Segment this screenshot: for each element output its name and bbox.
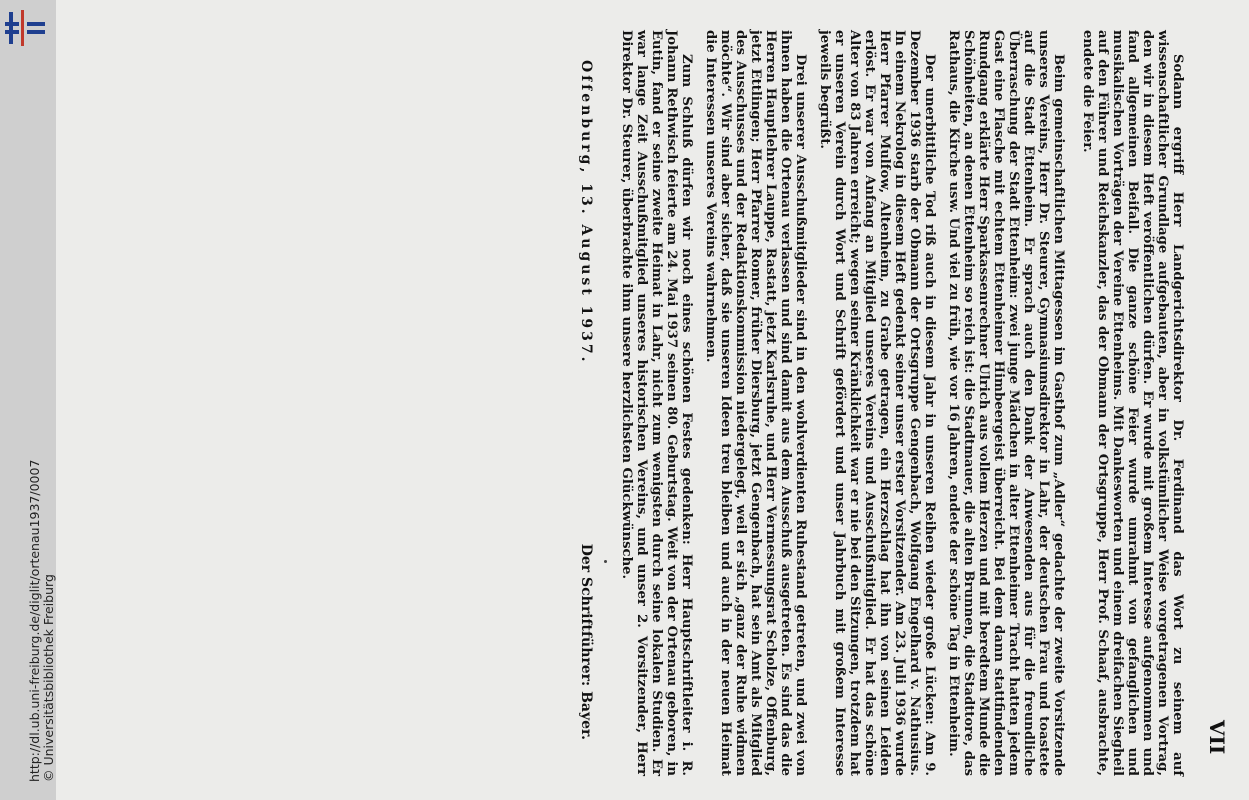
paragraph: Zum Schluß dürfen wir noch eines schönen Festes gedenken: Herr Hauptschriftleiter i. R. Johann Rethwisch feierte am 24. Mai 1937 seinen 80. Geburtstag. Weit von der Ortenau geboren, in Eutin, fand er seine zweite Heimat in Lahr, nicht zum wenigsten durch seine lokalen Studien. Er war lange Zeit Ausschußmitglied unseres historischen Vereins, und unser 2. Vorsitzender, Herr Direktor Dr. Steurer, überbrachte ihm unsere herzlichsten Glückwünsche. bbox=[619, 30, 694, 776]
source-url[interactable]: http://dl.ub.uni-freiburg.de/diglit/ortenau1937/0007 bbox=[27, 459, 42, 782]
page-content-rotated bbox=[56, 0, 1249, 800]
ink-dot bbox=[604, 560, 607, 563]
viewer-caption bbox=[28, 0, 56, 800]
paragraph: Beim gemeinschaftlichen Mittagessen im Gasthof zum „Adler“ gedachte der zweite Vorsitzende unseres Vereins, Herr Dr. Steurer, Gymnasiumsdirektor in Lahr, der deutschen Frau und toastete auf die Stadt Ettenheim. Er sprach auch den Dank der Anwesenden aus für die freundliche Überraschung der Stadt Ettenheim: zwei junge Mädchen in alter Ettenheimer Tracht hatten jedem Gast eine Flasche mit echtem Ettenheimer Himbeergeist überreicht. Bei dem dann stattfindenden Rundgang erklärte Herr Sparkassenrechner Ulrich aus vollem Herzen und mit beredtem Munde die Schönheiten, an denen Ettenheim so reich ist: die Stadtmauer, die alten Brunnen, die Stadttore, das Rathaus, die Kirche usw. Und viel zu früh, wie vor 16 Jahren, endete der schöne Tag in Ettenheim. bbox=[946, 30, 1066, 776]
signature-author: Der Schriftführer: Bayer. bbox=[578, 543, 594, 740]
signature-place-date: Offenburg, 13. August 1937. bbox=[578, 60, 594, 365]
page-body bbox=[610, 30, 1185, 776]
viewer-sidebar bbox=[0, 0, 56, 800]
copyright-notice: © Universitätsbibliothek Freiburg bbox=[41, 574, 56, 782]
page-number: VII bbox=[1205, 720, 1229, 755]
paragraph: Sodann ergriff Herr Landgerichtsdirektor Dr. Ferdinand das Wort zu seinem auf wissenschaftlicher Grundlage aufgebauten, aber in volkstümlicher Weise vorgetragenen Vortrag, den wir in diesem Heft veröffentlichen dürfen. Er wurde mit großem Interesse aufgenommen und fand allgemeinen Beifall. Die ganze schöne Feier wurde umrahmt von gefanglichen und musikalischen Vorträgen der Vereine Ettenheims. Mit Dankesworten und einem dreifachen Siegheil auf den Führer und Reichskanzler, das der Obmann der Ortsgruppe, Herr Prof. Schaaf, ausbrachte, endete die Feier. bbox=[1080, 30, 1185, 776]
scanned-page bbox=[56, 0, 1249, 800]
paragraph: Drei unserer Ausschußmitglieder sind in den wohlverdienten Ruhestand getreten, und zwei von ihnen haben die Ortenau verlassen und sind damit aus dem Ausschuß ausgetreten. Es sind das die Herren Hauptlehrer Lauppe, Rastatt, jetzt Karlsruhe, und Herr Vermessungsrat Scholze, Offenburg, jetzt Ettlingen; Herr Pfarrer Romer, früher Diersburg, jetzt Gengenbach, hat sein Amt als Mitglied des Ausschusses und der Redaktionskommission niedergelegt, weil er sich „ganz der Ruhe widmen möchte“. Wir sind aber sicher, daß sie unseren Ideen treu bleiben und auch in der neuen Heimat die Interessen unseres Vereins wahrnehmen. bbox=[703, 30, 808, 776]
paragraph: Der unerbittliche Tod riß auch in diesem Jahr in unseren Reihen wieder große Lücken: Am 9. Dezember 1936 starb der Obmann der Ortsgruppe Gengenbach, Wolfgang Engelhard v. Nathusius. In einem Nekrolog in diesem Heft gedenkt seiner unser erster Vorsitzender. Am 23. Juli 1936 wurde Herr Pfarrer Mulfow, Altenheim, zu Grabe getragen, ein Herzschlag hat ihn von seinen Leiden erlöst. Er war von Anfang an Mitglied unseres Vereins und Ausschußmitglied. Er hat das schöne Alter von 83 Jahren erreicht; wegen seiner Kränklichkeit war er nie bei den Sitzungen, trotzdem hat er unseren Verein durch Wort und Schrift gefördert und unser Jahrbuch mit großem Interesse jeweils begrüßt. bbox=[817, 30, 937, 776]
